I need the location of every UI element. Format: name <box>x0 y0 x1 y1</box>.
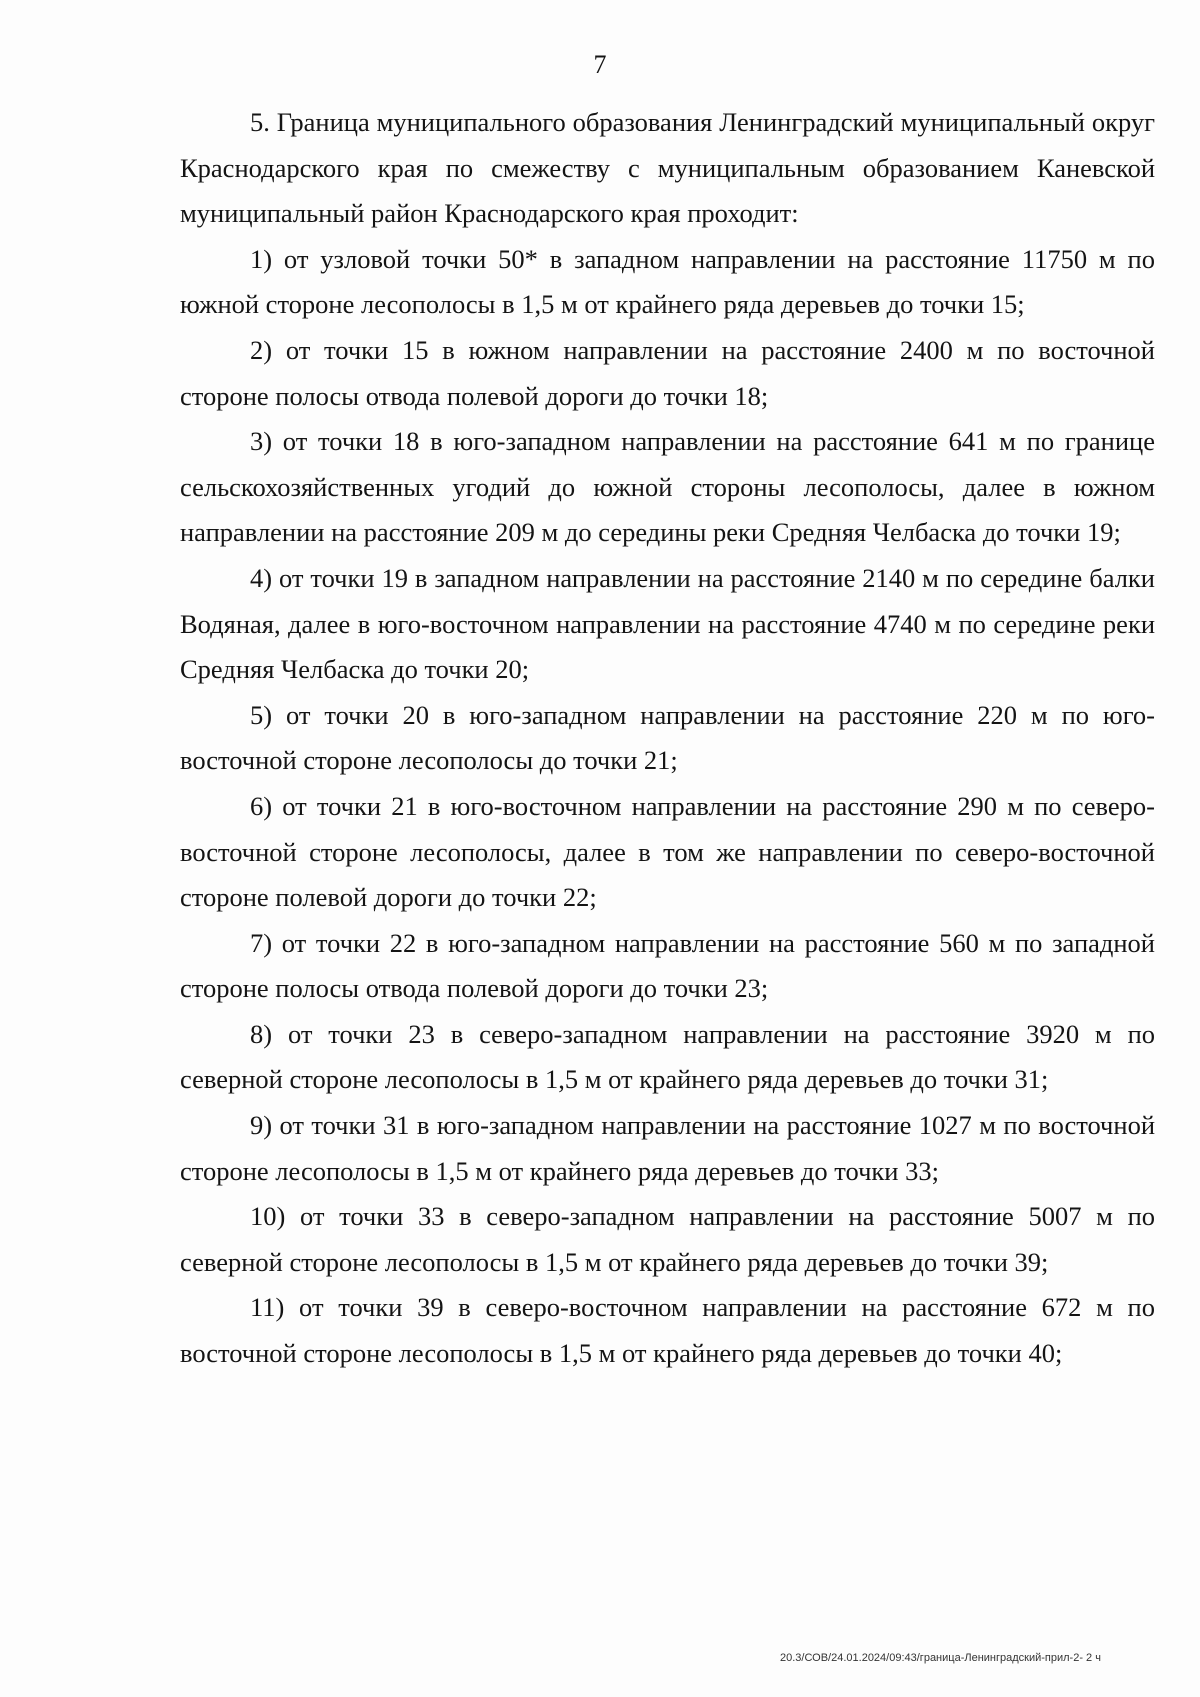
paragraph-section-5: 5. Граница муниципального образования Ленинградский муниципальный округ Краснодарского края по смежеству с муниципальным образованием Каневской муниципальный район Краснодарского края проходит: <box>180 107 1155 229</box>
paragraph-item-11: 11) от точки 39 в северо-восточном направлении на расстояние 672 м по восточной стороне лесополосы в 1,5 м от крайнего ряда деревьев до точки 40; <box>180 1292 1155 1369</box>
paragraph-item-3: 3) от точки 18 в юго-западном направлении на расстояние 641 м по границе сельскохозяйственных угодий до южной стороны лесополосы, далее в южном направлении на расстояние 209 м до середины реки Средняя Челбаска до точки 19; <box>180 426 1155 548</box>
paragraph-item-10: 10) от точки 33 в северо-западном направлении на расстояние 5007 м по северной стороне лесополосы в 1,5 м от крайнего ряда деревьев до точки 39; <box>180 1201 1155 1277</box>
paragraph-item-8: 8) от точки 23 в северо-западном направлении на расстояние 3920 м по северной стороне лесополосы в 1,5 м от крайнего ряда деревьев до точки 31; <box>180 1018 1155 1095</box>
document-body <box>180 100 1155 1377</box>
paragraph-item-2: 2) от точки 15 в южном направлении на расстояние 2400 м по восточной стороне полосы отвода полевой дороги до точки 18; <box>180 334 1155 411</box>
paragraph-item-7: 7) от точки 22 в юго-западном направлении на расстояние 560 м по западной стороне полосы отвода полевой дороги до точки 23; <box>180 927 1155 1004</box>
paragraph-item-9: 9) от точки 31 в юго-западном направлении на расстояние 1027 м по восточной стороне лесополосы в 1,5 м от крайнего ряда деревьев до точки 33; <box>180 1110 1155 1186</box>
paragraph-item-1: 1) от узловой точки 50* в западном направлении на расстояние 11750 м по южной стороне лесополосы в 1,5 м от крайнего ряда деревьев до точки 15; <box>180 243 1155 320</box>
page-number: 7 <box>593 50 607 79</box>
paragraph-item-6: 6) от точки 21 в юго-восточном направлении на расстояние 290 м по северо-восточной стороне лесополосы, далее в том же направлении по северо-восточной стороне полевой дороги до точки 22; <box>180 790 1155 913</box>
paragraph-item-5: 5) от точки 20 в юго-западном направлении на расстояние 220 м по юго-восточной стороне лесополосы до точки 21; <box>180 699 1155 776</box>
footer-document-stamp: 20.3/СОВ/24.01.2024/09:43/граница-Ленинградский-прил-2- 2 ч <box>780 1652 1101 1664</box>
paragraph-item-4: 4) от точки 19 в западном направлении на расстояние 2140 м по середине балки Водяная, далее в юго-восточном направлении на расстояние 4740 м по середине реки Средняя Челбаска до точки 20; <box>180 562 1155 685</box>
